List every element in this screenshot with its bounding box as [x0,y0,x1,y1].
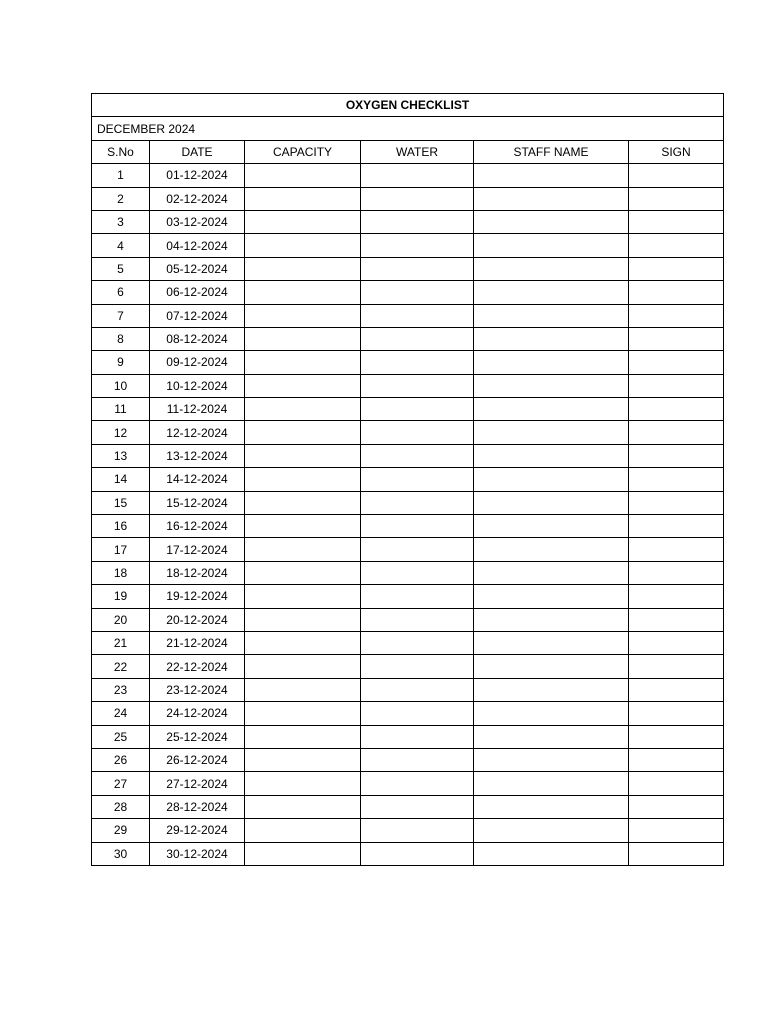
sign-cell [629,304,724,327]
date-cell: 19-12-2024 [150,585,245,608]
date-cell: 23-12-2024 [150,678,245,701]
date-cell: 29-12-2024 [150,819,245,842]
table-row [92,725,724,748]
water-cell [361,725,474,748]
water-cell [361,281,474,304]
table-row [92,538,724,561]
sign-cell [629,421,724,444]
staff-name-cell [474,281,629,304]
sign-cell [629,515,724,538]
table-row [92,631,724,654]
capacity-cell [245,351,361,374]
sign-cell [629,842,724,865]
sign-cell [629,631,724,654]
staff-name-cell [474,210,629,233]
oxygen-checklist-table [91,93,724,866]
water-cell [361,819,474,842]
sno-cell: 5 [92,257,150,280]
sign-cell [629,187,724,210]
table-row [92,351,724,374]
staff-name-cell [474,748,629,771]
staff-name-cell [474,398,629,421]
sno-cell: 6 [92,281,150,304]
sno-cell: 24 [92,702,150,725]
sno-cell: 13 [92,444,150,467]
column-header-sno: S.No [92,140,150,163]
date-cell: 25-12-2024 [150,725,245,748]
capacity-cell [245,187,361,210]
sno-cell: 8 [92,327,150,350]
date-cell: 20-12-2024 [150,608,245,631]
sno-cell: 15 [92,491,150,514]
sno-cell: 29 [92,819,150,842]
checklist-body [92,164,724,866]
table-row [92,561,724,584]
sign-cell [629,585,724,608]
water-cell [361,608,474,631]
table-row [92,374,724,397]
water-cell [361,351,474,374]
water-cell [361,655,474,678]
water-cell [361,491,474,514]
sno-cell: 3 [92,210,150,233]
sno-cell: 1 [92,164,150,187]
capacity-cell [245,678,361,701]
sign-cell [629,351,724,374]
staff-name-cell [474,257,629,280]
capacity-cell [245,304,361,327]
date-cell: 11-12-2024 [150,398,245,421]
sno-cell: 11 [92,398,150,421]
staff-name-cell [474,187,629,210]
date-cell: 16-12-2024 [150,515,245,538]
water-cell [361,678,474,701]
capacity-cell [245,491,361,514]
date-cell: 21-12-2024 [150,631,245,654]
table-row [92,444,724,467]
date-cell: 30-12-2024 [150,842,245,865]
date-cell: 18-12-2024 [150,561,245,584]
table-row [92,234,724,257]
table-row [92,655,724,678]
capacity-cell [245,515,361,538]
sign-cell [629,608,724,631]
column-header-sign: SIGN [629,140,724,163]
capacity-cell [245,234,361,257]
sno-cell: 30 [92,842,150,865]
column-header-water: WATER [361,140,474,163]
date-cell: 04-12-2024 [150,234,245,257]
capacity-cell [245,772,361,795]
staff-name-cell [474,842,629,865]
water-cell [361,795,474,818]
table-row [92,398,724,421]
sign-cell [629,795,724,818]
sign-cell [629,468,724,491]
date-cell: 01-12-2024 [150,164,245,187]
sno-cell: 7 [92,304,150,327]
table-row [92,281,724,304]
staff-name-cell [474,351,629,374]
sno-cell: 18 [92,561,150,584]
sign-cell [629,678,724,701]
sign-cell [629,164,724,187]
water-cell [361,444,474,467]
sno-cell: 10 [92,374,150,397]
capacity-cell [245,398,361,421]
date-cell: 22-12-2024 [150,655,245,678]
date-cell: 03-12-2024 [150,210,245,233]
table-row [92,187,724,210]
sno-cell: 28 [92,795,150,818]
water-cell [361,374,474,397]
capacity-cell [245,702,361,725]
sno-cell: 17 [92,538,150,561]
water-cell [361,842,474,865]
staff-name-cell [474,421,629,444]
month-label: DECEMBER 2024 [92,117,724,140]
sign-cell [629,210,724,233]
staff-name-cell [474,468,629,491]
staff-name-cell [474,631,629,654]
sign-cell [629,561,724,584]
table-row [92,748,724,771]
staff-name-cell [474,702,629,725]
table-row [92,257,724,280]
staff-name-cell [474,234,629,257]
table-row [92,702,724,725]
capacity-cell [245,468,361,491]
staff-name-cell [474,655,629,678]
column-header-row [92,140,724,163]
sign-cell [629,725,724,748]
date-cell: 10-12-2024 [150,374,245,397]
date-cell: 08-12-2024 [150,327,245,350]
sign-cell [629,702,724,725]
date-cell: 26-12-2024 [150,748,245,771]
water-cell [361,398,474,421]
capacity-cell [245,748,361,771]
staff-name-cell [474,374,629,397]
water-cell [361,631,474,654]
staff-name-cell [474,819,629,842]
capacity-cell [245,444,361,467]
table-row [92,772,724,795]
water-cell [361,702,474,725]
date-cell: 07-12-2024 [150,304,245,327]
sign-cell [629,819,724,842]
staff-name-cell [474,304,629,327]
date-cell: 02-12-2024 [150,187,245,210]
staff-name-cell [474,725,629,748]
table-row [92,842,724,865]
water-cell [361,234,474,257]
water-cell [361,748,474,771]
sno-cell: 25 [92,725,150,748]
staff-name-cell [474,327,629,350]
staff-name-cell [474,795,629,818]
sno-cell: 14 [92,468,150,491]
sign-cell [629,234,724,257]
capacity-cell [245,725,361,748]
staff-name-cell [474,678,629,701]
month-row [92,117,724,140]
water-cell [361,585,474,608]
sno-cell: 23 [92,678,150,701]
sign-cell [629,748,724,771]
water-cell [361,164,474,187]
sign-cell [629,491,724,514]
sign-cell [629,538,724,561]
date-cell: 27-12-2024 [150,772,245,795]
capacity-cell [245,164,361,187]
date-cell: 14-12-2024 [150,468,245,491]
staff-name-cell [474,772,629,795]
water-cell [361,772,474,795]
water-cell [361,304,474,327]
sign-cell [629,444,724,467]
staff-name-cell [474,538,629,561]
date-cell: 12-12-2024 [150,421,245,444]
date-cell: 17-12-2024 [150,538,245,561]
water-cell [361,257,474,280]
sign-cell [629,281,724,304]
date-cell: 15-12-2024 [150,491,245,514]
capacity-cell [245,374,361,397]
capacity-cell [245,210,361,233]
sno-cell: 27 [92,772,150,795]
staff-name-cell [474,444,629,467]
sno-cell: 9 [92,351,150,374]
water-cell [361,538,474,561]
staff-name-cell [474,561,629,584]
table-row [92,608,724,631]
sign-cell [629,772,724,795]
water-cell [361,515,474,538]
capacity-cell [245,655,361,678]
sno-cell: 2 [92,187,150,210]
water-cell [361,327,474,350]
capacity-cell [245,842,361,865]
column-header-date: DATE [150,140,245,163]
table-row [92,468,724,491]
table-row [92,819,724,842]
capacity-cell [245,538,361,561]
sign-cell [629,374,724,397]
water-cell [361,421,474,444]
sno-cell: 20 [92,608,150,631]
sno-cell: 22 [92,655,150,678]
date-cell: 05-12-2024 [150,257,245,280]
table-row [92,164,724,187]
table-row [92,421,724,444]
capacity-cell [245,585,361,608]
sign-cell [629,398,724,421]
sno-cell: 19 [92,585,150,608]
table-row [92,515,724,538]
water-cell [361,187,474,210]
capacity-cell [245,327,361,350]
capacity-cell [245,631,361,654]
water-cell [361,561,474,584]
sno-cell: 26 [92,748,150,771]
water-cell [361,468,474,491]
date-cell: 06-12-2024 [150,281,245,304]
table-row [92,678,724,701]
sign-cell [629,257,724,280]
water-cell [361,210,474,233]
table-row [92,304,724,327]
sno-cell: 16 [92,515,150,538]
table-row [92,585,724,608]
capacity-cell [245,421,361,444]
sign-cell [629,655,724,678]
date-cell: 24-12-2024 [150,702,245,725]
capacity-cell [245,795,361,818]
table-row [92,327,724,350]
capacity-cell [245,608,361,631]
capacity-cell [245,561,361,584]
staff-name-cell [474,491,629,514]
sno-cell: 4 [92,234,150,257]
column-header-staff-name: STAFF NAME [474,140,629,163]
sno-cell: 12 [92,421,150,444]
staff-name-cell [474,585,629,608]
document-title: OXYGEN CHECKLIST [92,94,724,117]
staff-name-cell [474,164,629,187]
capacity-cell [245,281,361,304]
table-row [92,210,724,233]
capacity-cell [245,257,361,280]
column-header-capacity: CAPACITY [245,140,361,163]
date-cell: 13-12-2024 [150,444,245,467]
date-cell: 28-12-2024 [150,795,245,818]
sign-cell [629,327,724,350]
sno-cell: 21 [92,631,150,654]
capacity-cell [245,819,361,842]
staff-name-cell [474,515,629,538]
staff-name-cell [474,608,629,631]
title-row [92,94,724,117]
table-row [92,795,724,818]
date-cell: 09-12-2024 [150,351,245,374]
table-row [92,491,724,514]
